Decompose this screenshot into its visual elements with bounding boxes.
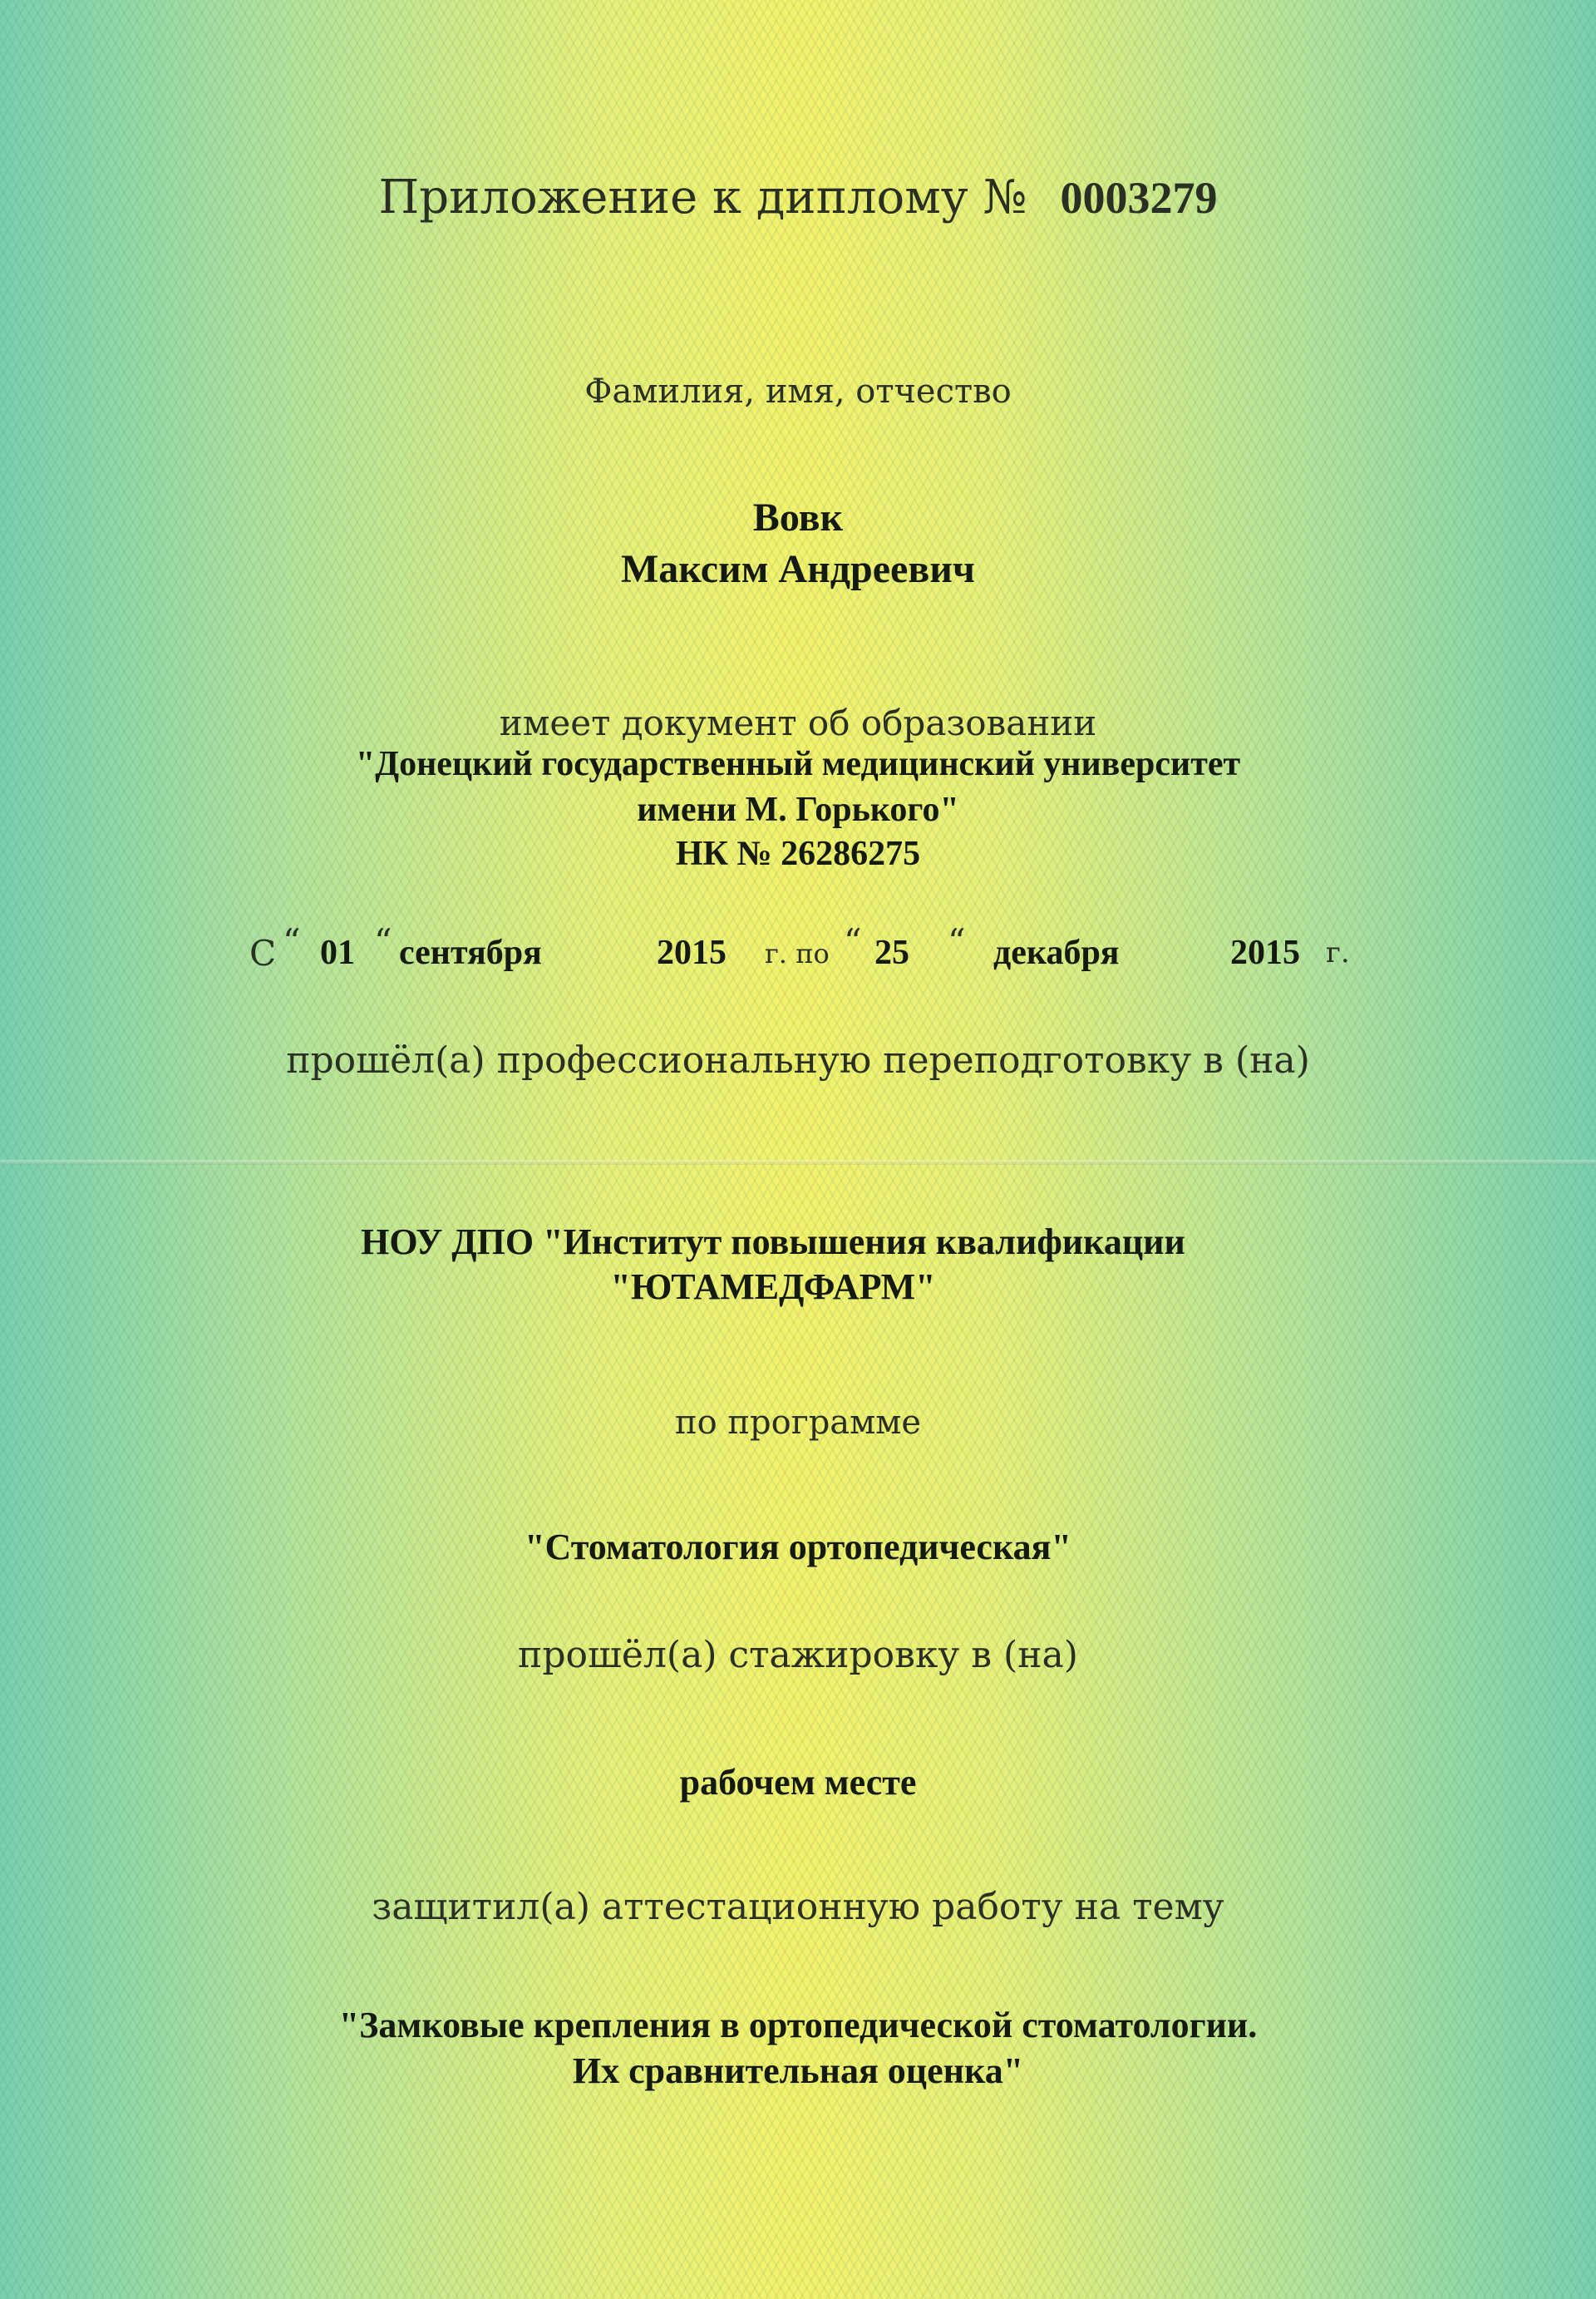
- period-mid-text: г. по: [765, 938, 830, 969]
- period-from-month: сентября: [399, 934, 542, 972]
- period-to-month: декабря: [993, 934, 1120, 972]
- holder-given-names: Максим Андреевич: [621, 547, 975, 591]
- program-label: по программе: [674, 1404, 922, 1442]
- period-from-day: 01: [320, 934, 355, 972]
- full-name-label: Фамилия, имя, отчество: [584, 372, 1012, 411]
- document-header: [0, 170, 1596, 224]
- internship-label: прошёл(а) стажировку в (на): [518, 1634, 1078, 1676]
- period-open-quote: “: [283, 921, 301, 962]
- period-close-quote: “: [374, 921, 392, 962]
- thesis-topic-line2: Их сравнительная оценка": [572, 2050, 1024, 2091]
- period-year-suffix: г.: [1326, 936, 1350, 969]
- header-label: Приложение к диплому №: [378, 170, 1027, 224]
- thesis-label: защитил(а) аттестационную работу на тему: [372, 1886, 1224, 1928]
- retraining-label: прошёл(а) профессиональную переподготовку в (на): [286, 1039, 1310, 1082]
- retraining-institute-line1: НОУ ДПО "Институт повышения квалификации: [361, 1221, 1185, 1262]
- university-name-line1: "Донецкий государственный медицинский университет: [355, 745, 1241, 783]
- period-to-day: 25: [874, 934, 909, 972]
- period-to-year: 2015: [1230, 934, 1300, 972]
- period-from-year: 2015: [657, 934, 727, 972]
- education-certificate-number: НК № 26286275: [675, 835, 921, 873]
- university-name-line2: имени М. Горького": [637, 791, 959, 829]
- internship-place: рабочем месте: [679, 1762, 917, 1803]
- period-from-prefix: С: [249, 933, 277, 974]
- thesis-topic-line1: "Замковые крепления в ортопедической стоматологии.: [338, 2005, 1258, 2045]
- diploma-number: 0003279: [1060, 173, 1218, 223]
- period-to-open-quote: “: [844, 921, 862, 962]
- retraining-institute-line2: "ЮТАМЕДФАРМ": [610, 1266, 936, 1307]
- period-to-close-quote: “: [948, 921, 966, 962]
- holder-surname: Вовк: [752, 496, 844, 540]
- study-period: [0, 921, 1596, 983]
- paper-fold-line: [0, 1160, 1596, 1165]
- program-name: "Стоматология ортопедическая": [525, 1527, 1071, 1567]
- education-doc-label: имеет документ об образовании: [499, 703, 1097, 743]
